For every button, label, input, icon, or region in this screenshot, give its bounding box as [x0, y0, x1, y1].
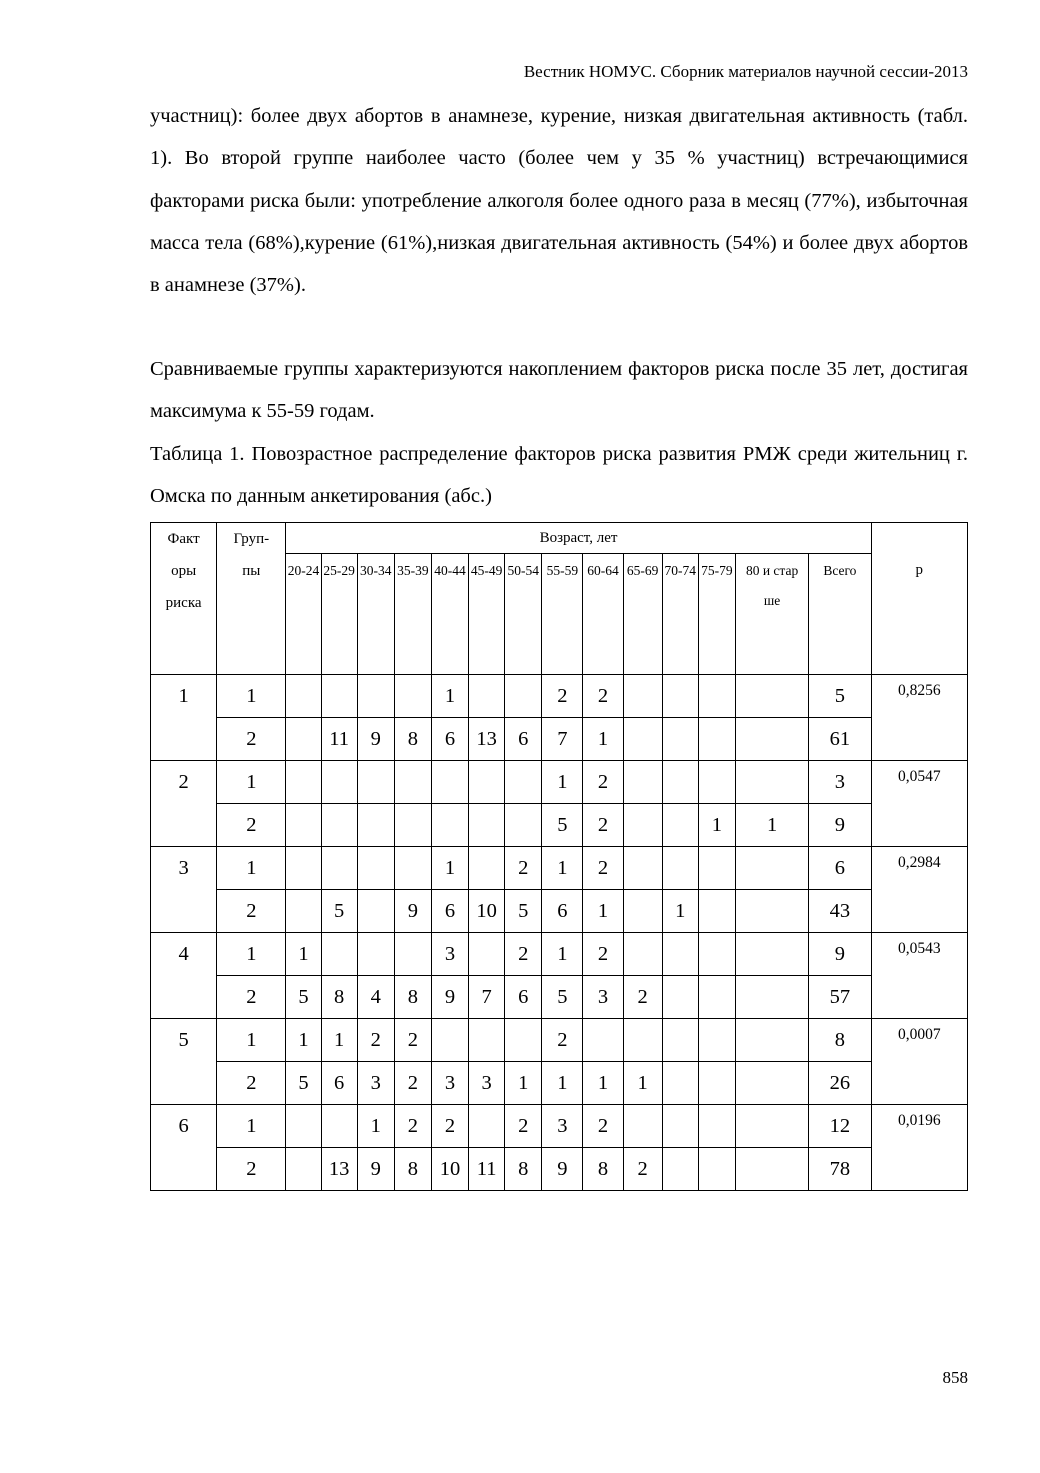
value-cell: 3 [469, 1062, 505, 1105]
value-cell [662, 1019, 698, 1062]
value-cell [469, 761, 505, 804]
value-cell [735, 1105, 808, 1148]
value-cell: 26 [809, 1062, 871, 1105]
age-group-label: 45-49 [469, 554, 505, 675]
value-cell: 2 [542, 1019, 583, 1062]
age-group-label: 80 и старше [735, 554, 808, 675]
value-cell [583, 1019, 623, 1062]
value-cell [698, 675, 735, 718]
value-cell: 12 [809, 1105, 871, 1148]
table-row [151, 718, 968, 761]
value-cell: 6 [809, 847, 871, 890]
group-cell: 2 [217, 976, 286, 1019]
age-group-label: 25-29 [321, 554, 357, 675]
value-cell: 1 [286, 933, 321, 976]
body-paragraph-2: Сравниваемые группы характеризуются накоплением факторов риска после 35 лет, достигая максимума к 55-59 годам. [150, 358, 968, 423]
p-value-cell: 0,0196 [871, 1105, 967, 1191]
header-age: Возраст, лет [286, 523, 871, 554]
value-cell [286, 847, 321, 890]
value-cell [431, 1019, 468, 1062]
value-cell [357, 847, 394, 890]
value-cell [286, 1105, 321, 1148]
p-value-cell: 0,0547 [871, 761, 967, 847]
value-cell: 1 [735, 804, 808, 847]
value-cell: 6 [542, 890, 583, 933]
value-cell: 1 [286, 1019, 321, 1062]
value-cell [662, 1148, 698, 1191]
value-cell: 1 [623, 1062, 662, 1105]
value-cell: 3 [542, 1105, 583, 1148]
value-cell: 3 [357, 1062, 394, 1105]
value-cell [698, 1019, 735, 1062]
value-cell [357, 804, 394, 847]
value-cell: 8 [809, 1019, 871, 1062]
value-cell: 3 [583, 976, 623, 1019]
value-cell: 10 [431, 1148, 468, 1191]
header-factor: Факт оры риска [151, 523, 217, 675]
value-cell [505, 804, 542, 847]
value-cell: 7 [469, 976, 505, 1019]
value-cell [321, 675, 357, 718]
value-cell [735, 976, 808, 1019]
value-cell: 5 [286, 976, 321, 1019]
age-group-label: 70-74 [662, 554, 698, 675]
value-cell [735, 1062, 808, 1105]
value-cell [286, 675, 321, 718]
value-cell [698, 718, 735, 761]
age-group-label: 40-44 [431, 554, 468, 675]
value-cell: 9 [357, 1148, 394, 1191]
value-cell [321, 847, 357, 890]
value-cell: 6 [505, 976, 542, 1019]
value-cell [735, 933, 808, 976]
value-cell [735, 675, 808, 718]
age-group-label: Всего [809, 554, 871, 675]
value-cell [698, 933, 735, 976]
running-header: Вестник НОМУС. Сборник материалов научной сессии-2013 [523, 62, 968, 81]
value-cell: 5 [542, 976, 583, 1019]
value-cell: 6 [431, 718, 468, 761]
value-cell: 13 [469, 718, 505, 761]
value-cell [735, 1148, 808, 1191]
value-cell [321, 1105, 357, 1148]
value-cell [698, 1148, 735, 1191]
value-cell [623, 804, 662, 847]
group-cell: 1 [217, 1105, 286, 1148]
value-cell [469, 675, 505, 718]
value-cell [357, 761, 394, 804]
risk-factor-table [150, 522, 968, 1191]
value-cell [623, 718, 662, 761]
value-cell: 3 [431, 1062, 468, 1105]
value-cell: 2 [394, 1019, 431, 1062]
group-cell: 2 [217, 804, 286, 847]
table-row [151, 847, 968, 890]
factor-cell: 4 [151, 933, 217, 1019]
group-cell: 2 [217, 890, 286, 933]
value-cell: 1 [583, 890, 623, 933]
value-cell: 10 [469, 890, 505, 933]
value-cell: 2 [583, 1105, 623, 1148]
value-cell: 11 [321, 718, 357, 761]
value-cell [698, 761, 735, 804]
value-cell [698, 976, 735, 1019]
value-cell: 1 [542, 761, 583, 804]
value-cell: 9 [542, 1148, 583, 1191]
value-cell: 2 [583, 847, 623, 890]
value-cell [394, 847, 431, 890]
value-cell: 1 [431, 847, 468, 890]
value-cell [505, 675, 542, 718]
value-cell [735, 847, 808, 890]
value-cell [394, 933, 431, 976]
value-cell [623, 890, 662, 933]
value-cell [286, 761, 321, 804]
value-cell [505, 761, 542, 804]
value-cell [662, 847, 698, 890]
value-cell: 2 [431, 1105, 468, 1148]
value-cell: 5 [809, 675, 871, 718]
value-cell [469, 1019, 505, 1062]
value-cell: 5 [542, 804, 583, 847]
age-group-label: 75-79 [698, 554, 735, 675]
header-p: р [871, 523, 967, 675]
value-cell [623, 1019, 662, 1062]
value-cell [735, 718, 808, 761]
value-cell [431, 761, 468, 804]
header-group: Груп- пы [217, 523, 286, 675]
age-group-label: 55-59 [542, 554, 583, 675]
value-cell [321, 761, 357, 804]
age-group-label: 60-64 [583, 554, 623, 675]
value-cell: 1 [698, 804, 735, 847]
value-cell: 1 [321, 1019, 357, 1062]
value-cell: 43 [809, 890, 871, 933]
value-cell [286, 890, 321, 933]
header-row [151, 523, 968, 554]
group-cell: 1 [217, 933, 286, 976]
value-cell: 4 [357, 976, 394, 1019]
value-cell [662, 675, 698, 718]
page-number: 858 [942, 1368, 968, 1387]
value-cell: 8 [321, 976, 357, 1019]
value-cell [662, 976, 698, 1019]
value-cell: 8 [583, 1148, 623, 1191]
group-cell: 1 [217, 675, 286, 718]
value-cell [623, 675, 662, 718]
value-cell [357, 675, 394, 718]
p-value-cell: 0,2984 [871, 847, 967, 933]
factor-cell: 1 [151, 675, 217, 761]
table-caption: Таблица 1. Повозрастное распределение факторов риска развития РМЖ среди жительниц г. Омска по данным анкетирования (абс.) [150, 443, 968, 508]
age-group-label: 65-69 [623, 554, 662, 675]
value-cell: 9 [431, 976, 468, 1019]
value-cell: 8 [394, 976, 431, 1019]
value-cell [286, 718, 321, 761]
value-cell: 9 [357, 718, 394, 761]
value-cell: 2 [623, 976, 662, 1019]
value-cell: 2 [505, 847, 542, 890]
value-cell: 2 [623, 1148, 662, 1191]
value-cell: 11 [469, 1148, 505, 1191]
value-cell: 7 [542, 718, 583, 761]
value-cell [698, 1105, 735, 1148]
value-cell [623, 1105, 662, 1148]
age-group-label: 50-54 [505, 554, 542, 675]
p-value-cell: 0,8256 [871, 675, 967, 761]
table-row [151, 804, 968, 847]
value-cell: 6 [321, 1062, 357, 1105]
value-cell [394, 804, 431, 847]
table-row [151, 1105, 968, 1148]
value-cell: 2 [583, 933, 623, 976]
value-cell [394, 675, 431, 718]
value-cell: 2 [505, 933, 542, 976]
value-cell [735, 1019, 808, 1062]
value-cell [431, 804, 468, 847]
value-cell: 2 [394, 1105, 431, 1148]
table-row [151, 933, 968, 976]
value-cell: 3 [431, 933, 468, 976]
value-cell: 1 [357, 1105, 394, 1148]
value-cell [662, 718, 698, 761]
value-cell: 6 [505, 718, 542, 761]
value-cell [698, 847, 735, 890]
value-cell [662, 933, 698, 976]
age-group-label: 30-34 [357, 554, 394, 675]
value-cell: 8 [394, 1148, 431, 1191]
table-row [151, 761, 968, 804]
value-cell [662, 1062, 698, 1105]
value-cell [469, 1105, 505, 1148]
value-cell: 61 [809, 718, 871, 761]
group-cell: 2 [217, 1062, 286, 1105]
value-cell [623, 761, 662, 804]
value-cell: 5 [286, 1062, 321, 1105]
value-cell: 1 [662, 890, 698, 933]
value-cell [735, 890, 808, 933]
value-cell: 9 [394, 890, 431, 933]
table-row [151, 675, 968, 718]
value-cell [357, 890, 394, 933]
value-cell: 2 [394, 1062, 431, 1105]
value-cell [469, 933, 505, 976]
group-cell: 1 [217, 761, 286, 804]
value-cell: 2 [583, 761, 623, 804]
value-cell: 1 [431, 675, 468, 718]
value-cell: 1 [542, 1062, 583, 1105]
value-cell: 78 [809, 1148, 871, 1191]
value-cell: 5 [505, 890, 542, 933]
factor-cell: 6 [151, 1105, 217, 1191]
value-cell [662, 1105, 698, 1148]
value-cell: 1 [583, 718, 623, 761]
value-cell [698, 890, 735, 933]
table-row [151, 890, 968, 933]
value-cell [469, 847, 505, 890]
value-cell: 1 [542, 847, 583, 890]
group-cell: 2 [217, 1148, 286, 1191]
value-cell: 1 [542, 933, 583, 976]
p-value-cell: 0,0543 [871, 933, 967, 1019]
group-cell: 2 [217, 718, 286, 761]
value-cell [698, 1062, 735, 1105]
value-cell: 57 [809, 976, 871, 1019]
value-cell: 8 [505, 1148, 542, 1191]
group-cell: 1 [217, 847, 286, 890]
factor-cell: 5 [151, 1019, 217, 1105]
body-paragraph-1: участниц): более двух абортов в анамнезе, курение, низкая двигательная активность (табл. 1). Во второй группе наиболее часто (более чем у 35 % участниц) встречающимися факторами риска были: употребление алкоголя более одного раза в месяц (77%), избыточная масса тела (68%),курение (61%),низкая двигательная активность (54%) и более двух абортов в анамнезе (37%). [150, 105, 968, 297]
value-cell [394, 761, 431, 804]
table-row [151, 1148, 968, 1191]
value-cell: 6 [431, 890, 468, 933]
value-cell: 3 [809, 761, 871, 804]
value-cell [286, 1148, 321, 1191]
value-cell: 8 [394, 718, 431, 761]
value-cell [662, 804, 698, 847]
value-cell: 2 [583, 804, 623, 847]
value-cell [321, 804, 357, 847]
value-cell: 2 [542, 675, 583, 718]
table-row [151, 976, 968, 1019]
value-cell [286, 804, 321, 847]
factor-cell: 2 [151, 761, 217, 847]
value-cell [735, 761, 808, 804]
value-cell: 2 [357, 1019, 394, 1062]
value-cell [662, 761, 698, 804]
group-cell: 1 [217, 1019, 286, 1062]
value-cell: 9 [809, 933, 871, 976]
value-cell: 1 [583, 1062, 623, 1105]
value-cell [505, 1019, 542, 1062]
value-cell: 2 [583, 675, 623, 718]
p-value-cell: 0,0007 [871, 1019, 967, 1105]
age-group-label: 35-39 [394, 554, 431, 675]
value-cell: 2 [505, 1105, 542, 1148]
value-cell: 13 [321, 1148, 357, 1191]
value-cell: 9 [809, 804, 871, 847]
value-cell [623, 933, 662, 976]
table-row [151, 1019, 968, 1062]
value-cell [357, 933, 394, 976]
table-row [151, 1062, 968, 1105]
value-cell: 5 [321, 890, 357, 933]
factor-cell: 3 [151, 847, 217, 933]
value-cell [623, 847, 662, 890]
value-cell [321, 933, 357, 976]
age-group-label: 20-24 [286, 554, 321, 675]
value-cell [469, 804, 505, 847]
value-cell: 1 [505, 1062, 542, 1105]
